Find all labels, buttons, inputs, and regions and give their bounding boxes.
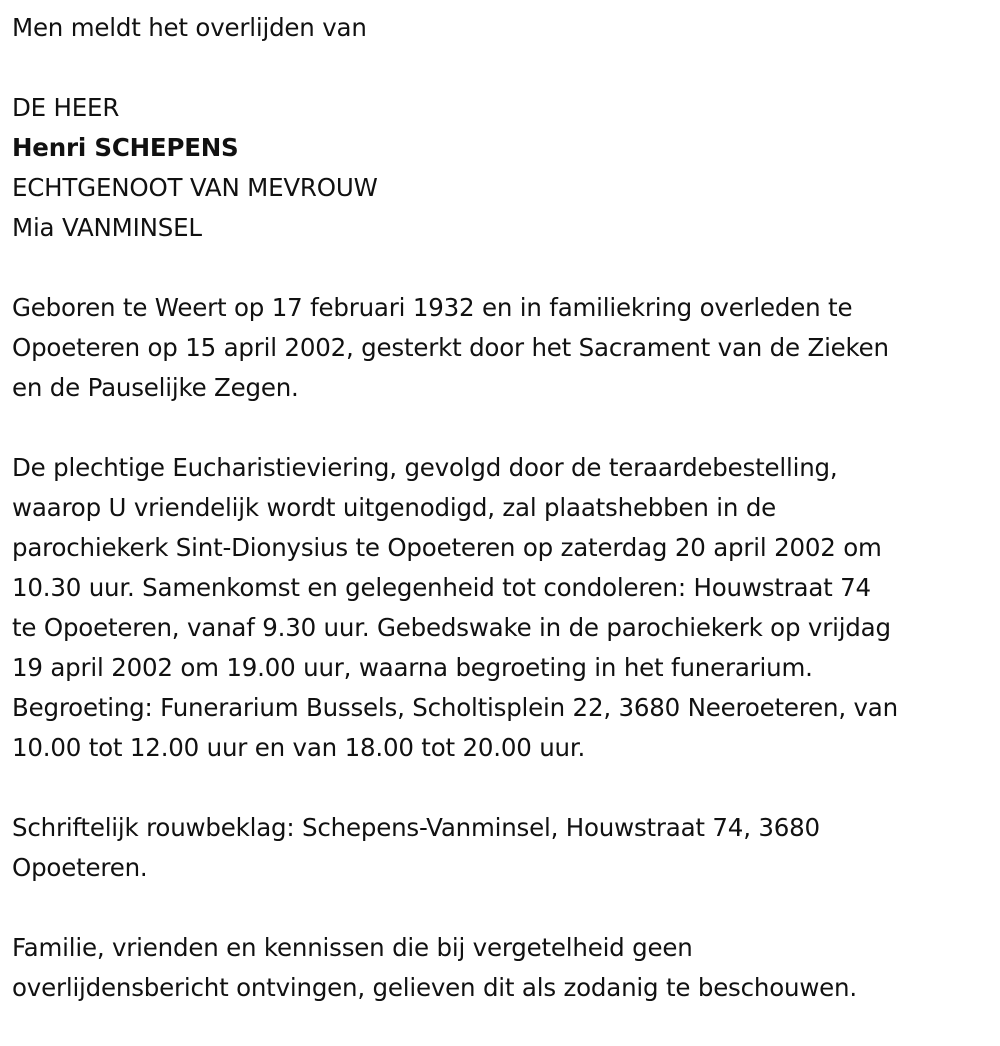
paragraph-line: Geboren te Weert op 17 februari 1932 en in familiekring overleden te: [12, 293, 853, 322]
spacer: [12, 888, 978, 928]
paragraph-line: overlijdensbericht ontvingen, gelieven dit als zodanig te beschouwen.: [12, 973, 857, 1002]
paragraph-line: 19 april 2002 om 19.00 uur, waarna begroeting in het funerarium.: [12, 653, 813, 682]
spouse-label: ECHTGENOOT VAN MEVROUW: [12, 173, 378, 202]
paragraph-line: Opoeteren.: [12, 853, 148, 882]
intro-text: Men meldt het overlijden van: [12, 13, 367, 42]
paragraph-line: De plechtige Eucharistieviering, gevolgd door de teraardebestelling,: [12, 453, 838, 482]
paragraph-line: waarop U vriendelijk wordt uitgenodigd, zal plaatshebben in de: [12, 493, 777, 522]
closing-paragraph: [12, 928, 978, 1008]
spacer: [12, 248, 978, 288]
deceased-name: Henri SCHEPENS: [12, 133, 239, 162]
spouse-name: Mia VANMINSEL: [12, 213, 202, 242]
paragraph-line: Begroeting: Funerarium Bussels, Scholtisplein 22, 3680 Neeroeteren, van: [12, 693, 898, 722]
spacer: [12, 408, 978, 448]
condolence-paragraph: [12, 808, 978, 888]
paragraph-line: Familie, vrienden en kennissen die bij vergetelheid geen: [12, 933, 693, 962]
paragraph-line: te Opoeteren, vanaf 9.30 uur. Gebedswake in de parochiekerk op vrijdag: [12, 613, 891, 642]
birth-death-paragraph: [12, 288, 978, 408]
ceremony-paragraph: [12, 448, 978, 768]
honorific-text: DE HEER: [12, 93, 120, 122]
paragraph-line: parochiekerk Sint-Dionysius te Opoeteren op zaterdag 20 april 2002 om: [12, 533, 882, 562]
paragraph-line: 10.00 tot 12.00 uur en van 18.00 tot 20.00 uur.: [12, 733, 586, 762]
paragraph-line: Opoeteren op 15 april 2002, gesterkt door het Sacrament van de Zieken: [12, 333, 889, 362]
paragraph-line: 10.30 uur. Samenkomst en gelegenheid tot condoleren: Houwstraat 74: [12, 573, 871, 602]
spacer: [12, 48, 978, 88]
paragraph-line: Schriftelijk rouwbeklag: Schepens-Vanminsel, Houwstraat 74, 3680: [12, 813, 820, 842]
spacer: [12, 768, 978, 808]
paragraph-line: en de Pauselijke Zegen.: [12, 373, 299, 402]
